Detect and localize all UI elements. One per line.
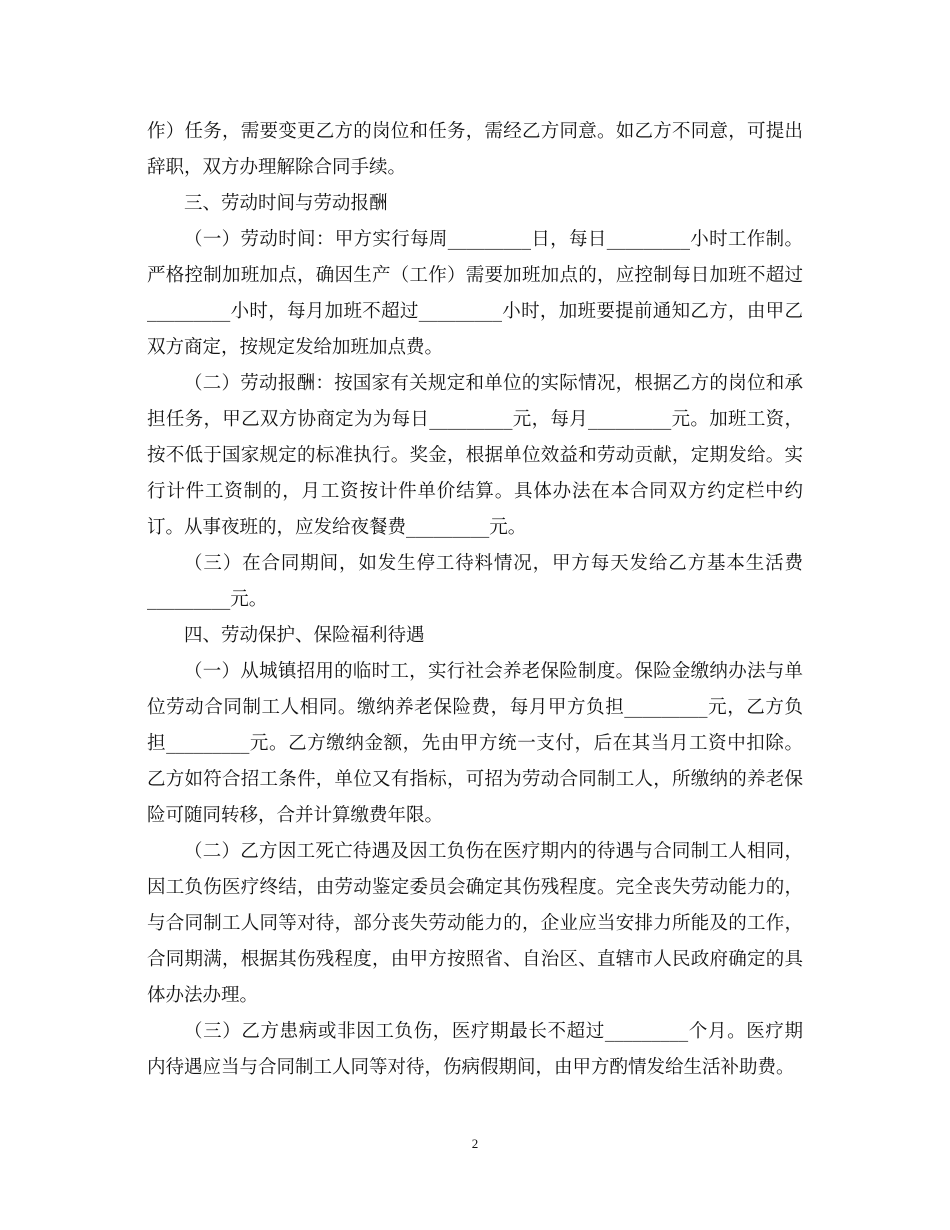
paragraph-working-hours: （一）劳动时间：甲方实行每周_________日，每日_________小时工作制。严格控制加班加点，确因生产（工作）需要加班加点的，应控制每日加班不超过_________小时，每月加班不超过_________小时，加班要提前通知乙方，由甲乙双方商定，按规定发给加班加点费。 — [147, 229, 803, 358]
paragraph-pension-insurance: （一）从城镇招用的临时工，实行社会养老保险制度。保险金缴纳办法与单位劳动合同制工人相同。缴纳养老保险费，每月甲方负担_________元，乙方负担_________元。乙方缴纳金额，先由甲方统一支付，后在其当月工资中扣除。乙方如符合招工条件，单位又有指标，可招为劳动合同制工人，所缴纳的养老保险可随同转移，合并计算缴费年限。 — [147, 661, 803, 826]
section-heading-protection-insurance: 四、劳动保护、保险福利待遇 — [184, 625, 425, 646]
page-number: 2 — [471, 1136, 479, 1151]
paragraph-sick-leave: （三）乙方患病或非因工负伤，医疗期最长不超过_________个月。医疗期内待遇应当与合同制工人同等对待，伤病假期间，由甲方酌情发给生活补助费。 — [147, 1021, 803, 1078]
paragraph-work-stoppage: （三）在合同期间，如发生停工待料情况，甲方每天发给乙方基本生活费_________元。 — [147, 553, 803, 610]
paragraph-work-injury: （二）乙方因工死亡待遇及因工负伤在医疗期内的待遇与合同制工人相同，因工负伤医疗终结，由劳动鉴定委员会确定其伤残程度。完全丧失劳动能力的，与合同制工人同等对待，部分丧失劳动能力的，企业应当安排力所能及的工作，合同期满，根据其伤残程度，由甲方按照省、自治区、直辖市人民政府确定的具体办法办理。 — [147, 841, 803, 1006]
paragraph-labor-remuneration: （二）劳动报酬：按国家有关规定和单位的实际情况，根据乙方的岗位和承担任务，甲乙双方协商定为为每日_________元，每月_________元。加班工资，按不低于国家规定的标准执行。奖金，根据单位效益和劳动贡献，定期发给。实行计件工资制的，月工资按计件单价结算。具体办法在本合同双方约定栏中约订。从事夜班的，应发给夜餐费_________元。 — [147, 373, 803, 538]
section-heading-working-hours-pay: 三、劳动时间与劳动报酬 — [184, 193, 388, 214]
document-body — [147, 114, 803, 1086]
paragraph-continuation: 作）任务，需要变更乙方的岗位和任务，需经乙方同意。如乙方不同意，可提出辞职，双方办理解除合同手续。 — [147, 121, 803, 178]
